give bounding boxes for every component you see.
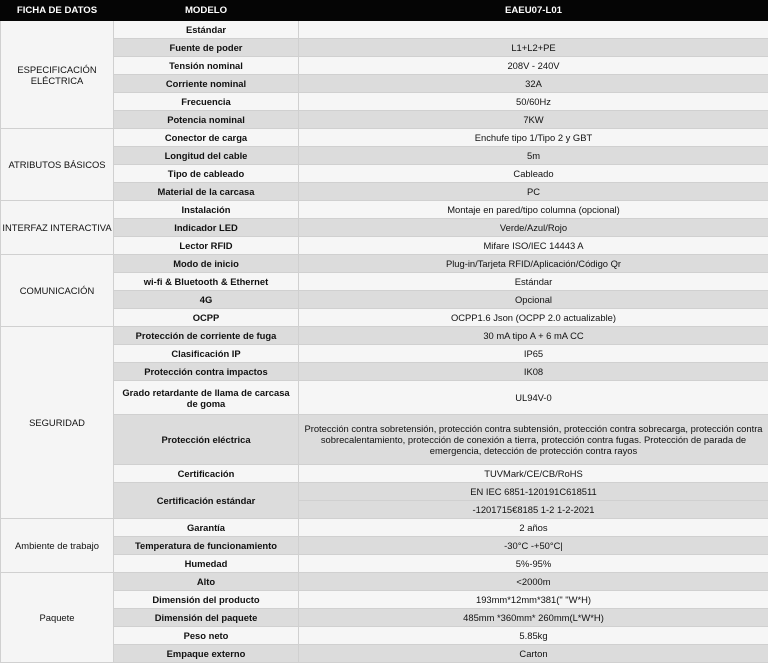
row-value: Plug-in/Tarjeta RFID/Aplicación/Código Qr: [299, 255, 768, 273]
row-value: Enchufe tipo 1/Tipo 2 y GBT: [299, 129, 768, 147]
table-row: [1, 327, 768, 345]
row-label: Clasificación IP: [114, 345, 299, 363]
row-label: 4G: [114, 291, 299, 309]
table-row: [1, 75, 768, 93]
category-safety: SEGURIDAD: [1, 327, 114, 519]
row-value: UL94V-0: [299, 381, 768, 415]
row-label: Alto: [114, 573, 299, 591]
row-value: 50/60Hz: [299, 93, 768, 111]
row-label: wi-fi & Bluetooth & Ethernet: [114, 273, 299, 291]
table-row: [1, 57, 768, 75]
row-label: Humedad: [114, 555, 299, 573]
row-value: 193mm*12mm*381(" "W*H): [299, 591, 768, 609]
row-value: Protección contra sobretensión, protección contra subtensión, protección contra sobrecarga, protección contra sobrecalentamiento, protección de conexión a tierra, protección contra fugas. Protección de parada de emergencia, detección de protección contra rayos: [299, 415, 768, 465]
row-label: Temperatura de funcionamiento: [114, 537, 299, 555]
row-value: Verde/Azul/Rojo: [299, 219, 768, 237]
row-label: Peso neto: [114, 627, 299, 645]
row-label: Conector de carga: [114, 129, 299, 147]
table-row: [1, 165, 768, 183]
row-label: Certificación estándar: [114, 483, 299, 519]
row-value: 30 mA tipo A + 6 mA CC: [299, 327, 768, 345]
table-row: [1, 183, 768, 201]
table-row: [1, 21, 768, 39]
row-label: Estándar: [114, 21, 299, 39]
row-label: Dimensión del producto: [114, 591, 299, 609]
table-row: [1, 111, 768, 129]
table-row: [1, 273, 768, 291]
table-row: [1, 555, 768, 573]
row-value: Estándar: [299, 273, 768, 291]
row-value: 7KW: [299, 111, 768, 129]
row-value: EN IEC 6851-120191C618511: [299, 483, 768, 501]
row-value-secondary: -1201715€8185 1-2 1-2-2021: [299, 501, 768, 519]
row-value: PC: [299, 183, 768, 201]
row-value: 5.85kg: [299, 627, 768, 645]
row-label: Certificación: [114, 465, 299, 483]
row-value: Cableado: [299, 165, 768, 183]
row-value: IP65: [299, 345, 768, 363]
row-label: OCPP: [114, 309, 299, 327]
row-value: -30°C -+50°C|: [299, 537, 768, 555]
row-value: TUVMark/CE/CB/RoHS: [299, 465, 768, 483]
row-label: Dimensión del paquete: [114, 609, 299, 627]
category-package: Paquete: [1, 573, 114, 663]
table-row: [1, 537, 768, 555]
table-row: [1, 93, 768, 111]
row-label: Protección de corriente de fuga: [114, 327, 299, 345]
row-value: Opcional: [299, 291, 768, 309]
row-label: Longitud del cable: [114, 147, 299, 165]
table-row: [1, 201, 768, 219]
table-row: [1, 363, 768, 381]
table-row: [1, 519, 768, 537]
row-label: Fuente de poder: [114, 39, 299, 57]
row-label: Corriente nominal: [114, 75, 299, 93]
table-row: [1, 291, 768, 309]
header-datasheet: FICHA DE DATOS: [1, 1, 114, 21]
row-label: Potencia nominal: [114, 111, 299, 129]
row-label: Garantía: [114, 519, 299, 537]
table-row: [1, 591, 768, 609]
header-model: MODELO: [114, 1, 299, 21]
row-label: Tensión nominal: [114, 57, 299, 75]
row-label: Frecuencia: [114, 93, 299, 111]
row-label: Material de la carcasa: [114, 183, 299, 201]
category-basic-attributes: ATRIBUTOS BÁSICOS: [1, 129, 114, 201]
table-row: [1, 219, 768, 237]
table-row: [1, 465, 768, 483]
row-value: L1+L2+PE: [299, 39, 768, 57]
row-value: 208V - 240V: [299, 57, 768, 75]
table-row: [1, 483, 768, 501]
table-row: [1, 381, 768, 415]
table-row: [1, 309, 768, 327]
table-header-row: [1, 1, 768, 21]
table-row: [1, 39, 768, 57]
category-communication: COMUNICACIÓN: [1, 255, 114, 327]
row-value: 2 años: [299, 519, 768, 537]
row-label: Indicador LED: [114, 219, 299, 237]
row-label: Instalación: [114, 201, 299, 219]
table-row: [1, 237, 768, 255]
row-value: Mifare ISO/IEC 14443 A: [299, 237, 768, 255]
table-row: [1, 345, 768, 363]
row-value: OCPP1.6 Json (OCPP 2.0 actualizable): [299, 309, 768, 327]
row-value: 5m: [299, 147, 768, 165]
row-value: Montaje en pared/tipo columna (opcional): [299, 201, 768, 219]
table-row: [1, 627, 768, 645]
row-label: Protección contra impactos: [114, 363, 299, 381]
row-label: Lector RFID: [114, 237, 299, 255]
row-value: 5%-95%: [299, 555, 768, 573]
row-label: Modo de inicio: [114, 255, 299, 273]
row-value: <2000m: [299, 573, 768, 591]
table-row: [1, 573, 768, 591]
row-value: 32A: [299, 75, 768, 93]
row-label: Tipo de cableado: [114, 165, 299, 183]
table-row: [1, 255, 768, 273]
row-value: 485mm *360mm* 260mm(L*W*H): [299, 609, 768, 627]
row-label: Empaque externo: [114, 645, 299, 663]
header-model-code: EAEU07-L01: [299, 1, 768, 21]
row-value: [299, 21, 768, 39]
row-value: IK08: [299, 363, 768, 381]
row-label: Grado retardante de llama de carcasa de goma: [114, 381, 299, 415]
row-value: Carton: [299, 645, 768, 663]
table-row: [1, 129, 768, 147]
category-working-environment: Ambiente de trabajo: [1, 519, 114, 573]
table-row: [1, 609, 768, 627]
table-row: [1, 147, 768, 165]
table-row: [1, 415, 768, 465]
category-interactive-interface: INTERFAZ INTERACTIVA: [1, 201, 114, 255]
row-label: Protección eléctrica: [114, 415, 299, 465]
category-electrical-spec: ESPECIFICACIÓN ELÉCTRICA: [1, 21, 114, 129]
